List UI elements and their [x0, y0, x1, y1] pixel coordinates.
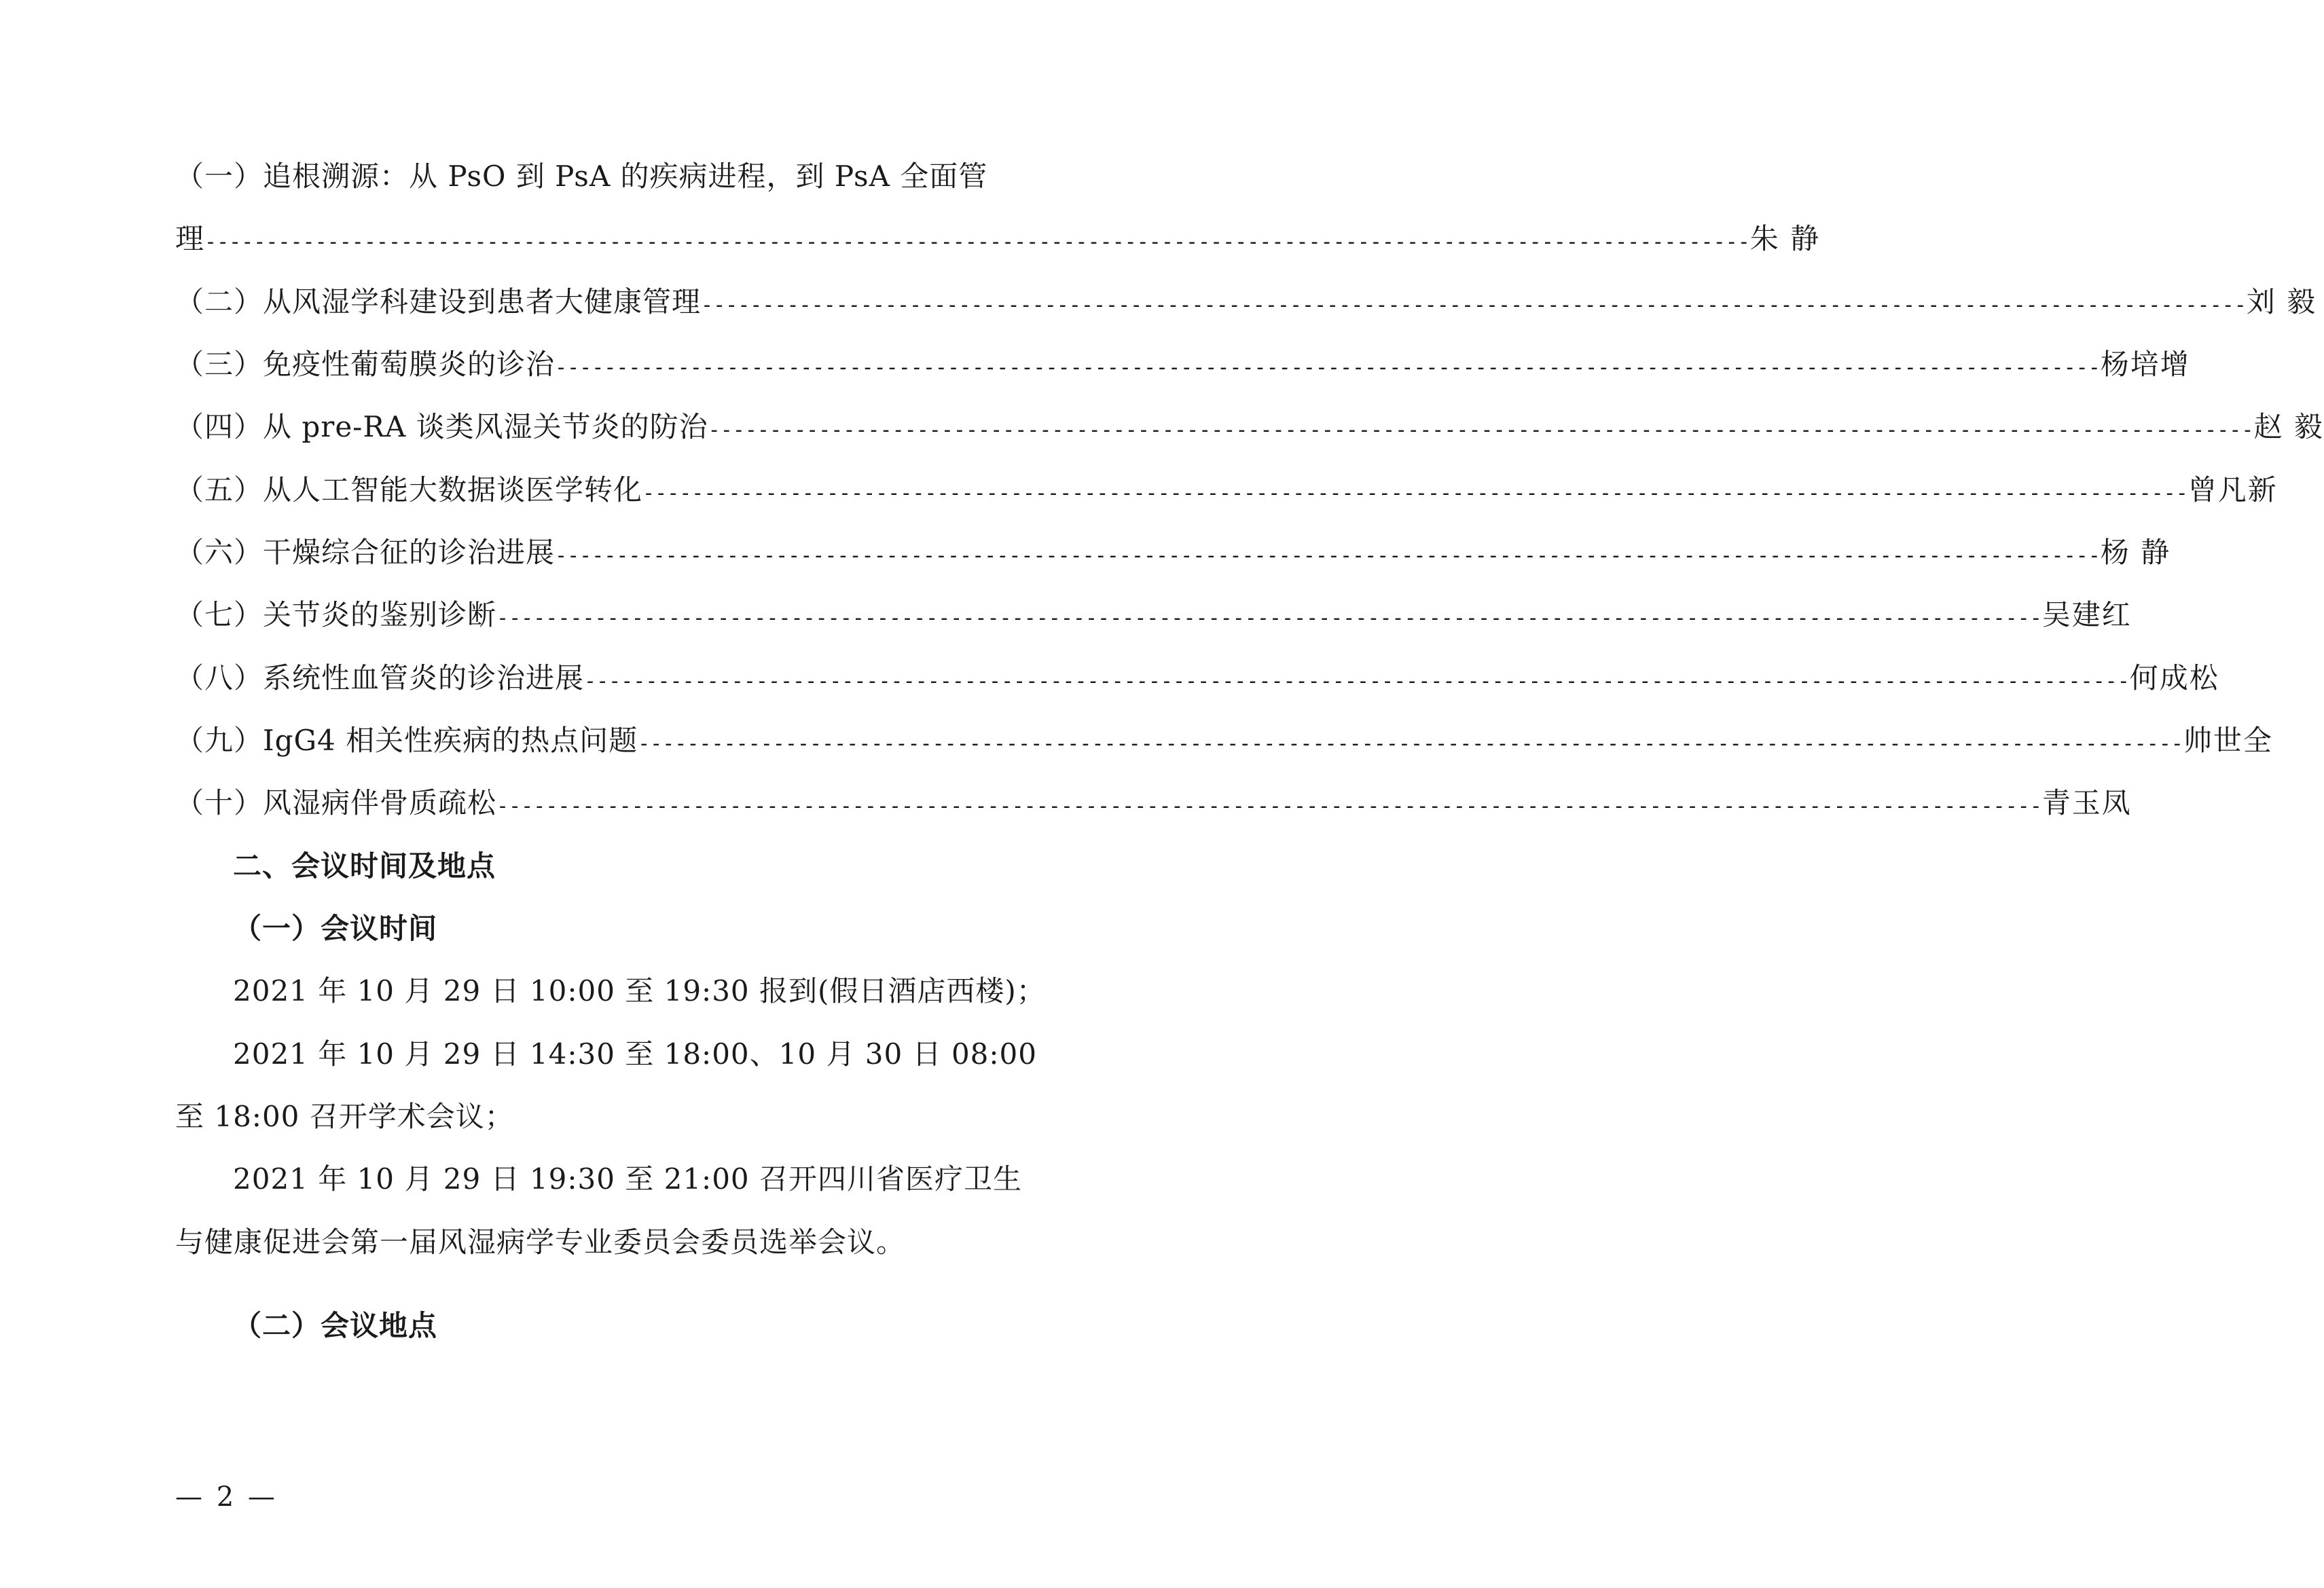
dotted-leader: ------------------------------------------------------------------------------------------------------------------------------	[638, 732, 2183, 756]
agenda-item-title: （八）系统性血管炎的诊治进展	[175, 661, 585, 695]
dotted-leader: ------------------------------------------------------------------------------------------------------------------------------	[204, 230, 1750, 254]
dotted-leader: ------------------------------------------------------------------------------------------------------------------------------	[496, 606, 2042, 630]
agenda-item-speaker: 赵 毅	[2253, 410, 2324, 443]
agenda-item-7	[175, 597, 2132, 637]
agenda-item-title: （十）风湿病伴骨质疏松	[175, 786, 497, 819]
paragraph-election-line1: 2021 年 10 月 29 日 19:30 至 21:00 召开四川省医疗卫生	[233, 1162, 1023, 1196]
agenda-item-9	[175, 722, 2273, 762]
agenda-item-title: （五）从人工智能大数据谈医学转化	[175, 473, 643, 506]
agenda-item-speaker: 曾凡新	[2187, 473, 2278, 506]
agenda-item-5	[175, 472, 2278, 512]
dotted-leader: ------------------------------------------------------------------------------------------------------------------------------	[496, 794, 2042, 818]
section-heading: 二、会议时间及地点	[233, 849, 496, 883]
agenda-item-1-line2	[175, 221, 1821, 261]
agenda-item-title: 理	[175, 222, 205, 255]
dotted-leader: ------------------------------------------------------------------------------------------------------------------------------	[584, 669, 2130, 693]
agenda-item-speaker: 刘 毅	[2246, 285, 2317, 318]
paragraph-academic-line2: 至 18:00 召开学术会议；	[175, 1100, 514, 1133]
dotted-leader: ------------------------------------------------------------------------------------------------------------------------------	[701, 293, 2247, 317]
agenda-item-title: （三）免疫性葡萄膜炎的诊治	[175, 348, 556, 381]
agenda-item-title: （六）干燥综合征的诊治进展	[175, 536, 556, 569]
dotted-leader: ------------------------------------------------------------------------------------------------------------------------------	[642, 481, 2188, 505]
agenda-item-10	[175, 785, 2132, 825]
agenda-item-speaker: 杨培增	[2100, 348, 2190, 381]
agenda-item-3	[175, 346, 2190, 386]
agenda-item-speaker: 何成松	[2129, 661, 2219, 695]
paragraph-academic-line1: 2021 年 10 月 29 日 14:30 至 18:00、10 月 30 日 08:00	[233, 1037, 1037, 1071]
paragraph-election-line2: 与健康促进会第一届风湿病学专业委员会委员选举会议。	[175, 1225, 906, 1259]
agenda-item-title: （一）追根溯源：从 PsO 到 PsA 的疾病进程，到 PsA 全面管	[175, 160, 988, 193]
agenda-item-title: （七）关节炎的鉴别诊断	[175, 598, 497, 631]
agenda-item-speaker: 吴建红	[2041, 598, 2132, 631]
subsection-heading-time: （一）会议时间	[233, 912, 438, 945]
agenda-item-title: （九）IgG4 相关性疾病的热点问题	[175, 724, 638, 757]
agenda-item-6	[175, 534, 2171, 574]
agenda-item-speaker: 杨 静	[2100, 536, 2171, 569]
dotted-leader: ------------------------------------------------------------------------------------------------------------------------------	[555, 356, 2101, 380]
agenda-item-speaker: 帅世全	[2183, 724, 2273, 757]
agenda-item-speaker: 朱 静	[1749, 222, 1821, 255]
agenda-item-2	[175, 284, 2317, 324]
dotted-leader: ------------------------------------------------------------------------------------------------------------------------------	[555, 544, 2101, 568]
agenda-item-1-line1	[175, 158, 988, 195]
agenda-item-speaker: 青玉凤	[2041, 786, 2132, 819]
agenda-item-title: （二）从风湿学科建设到患者大健康管理	[175, 285, 702, 318]
page-number: — 2 —	[175, 1481, 278, 1513]
paragraph-registration: 2021 年 10 月 29 日 10:00 至 19:30 报到(假日酒店西楼)；	[233, 974, 1046, 1008]
agenda-item-4	[175, 409, 2324, 449]
dotted-leader: ------------------------------------------------------------------------------------------------------------------------------	[708, 418, 2254, 442]
agenda-item-title: （四）从 pre-RA 谈类风湿关节炎的防治	[175, 410, 708, 443]
agenda-item-8	[175, 660, 2219, 700]
subsection-heading-place: （二）会议地点	[233, 1309, 438, 1342]
